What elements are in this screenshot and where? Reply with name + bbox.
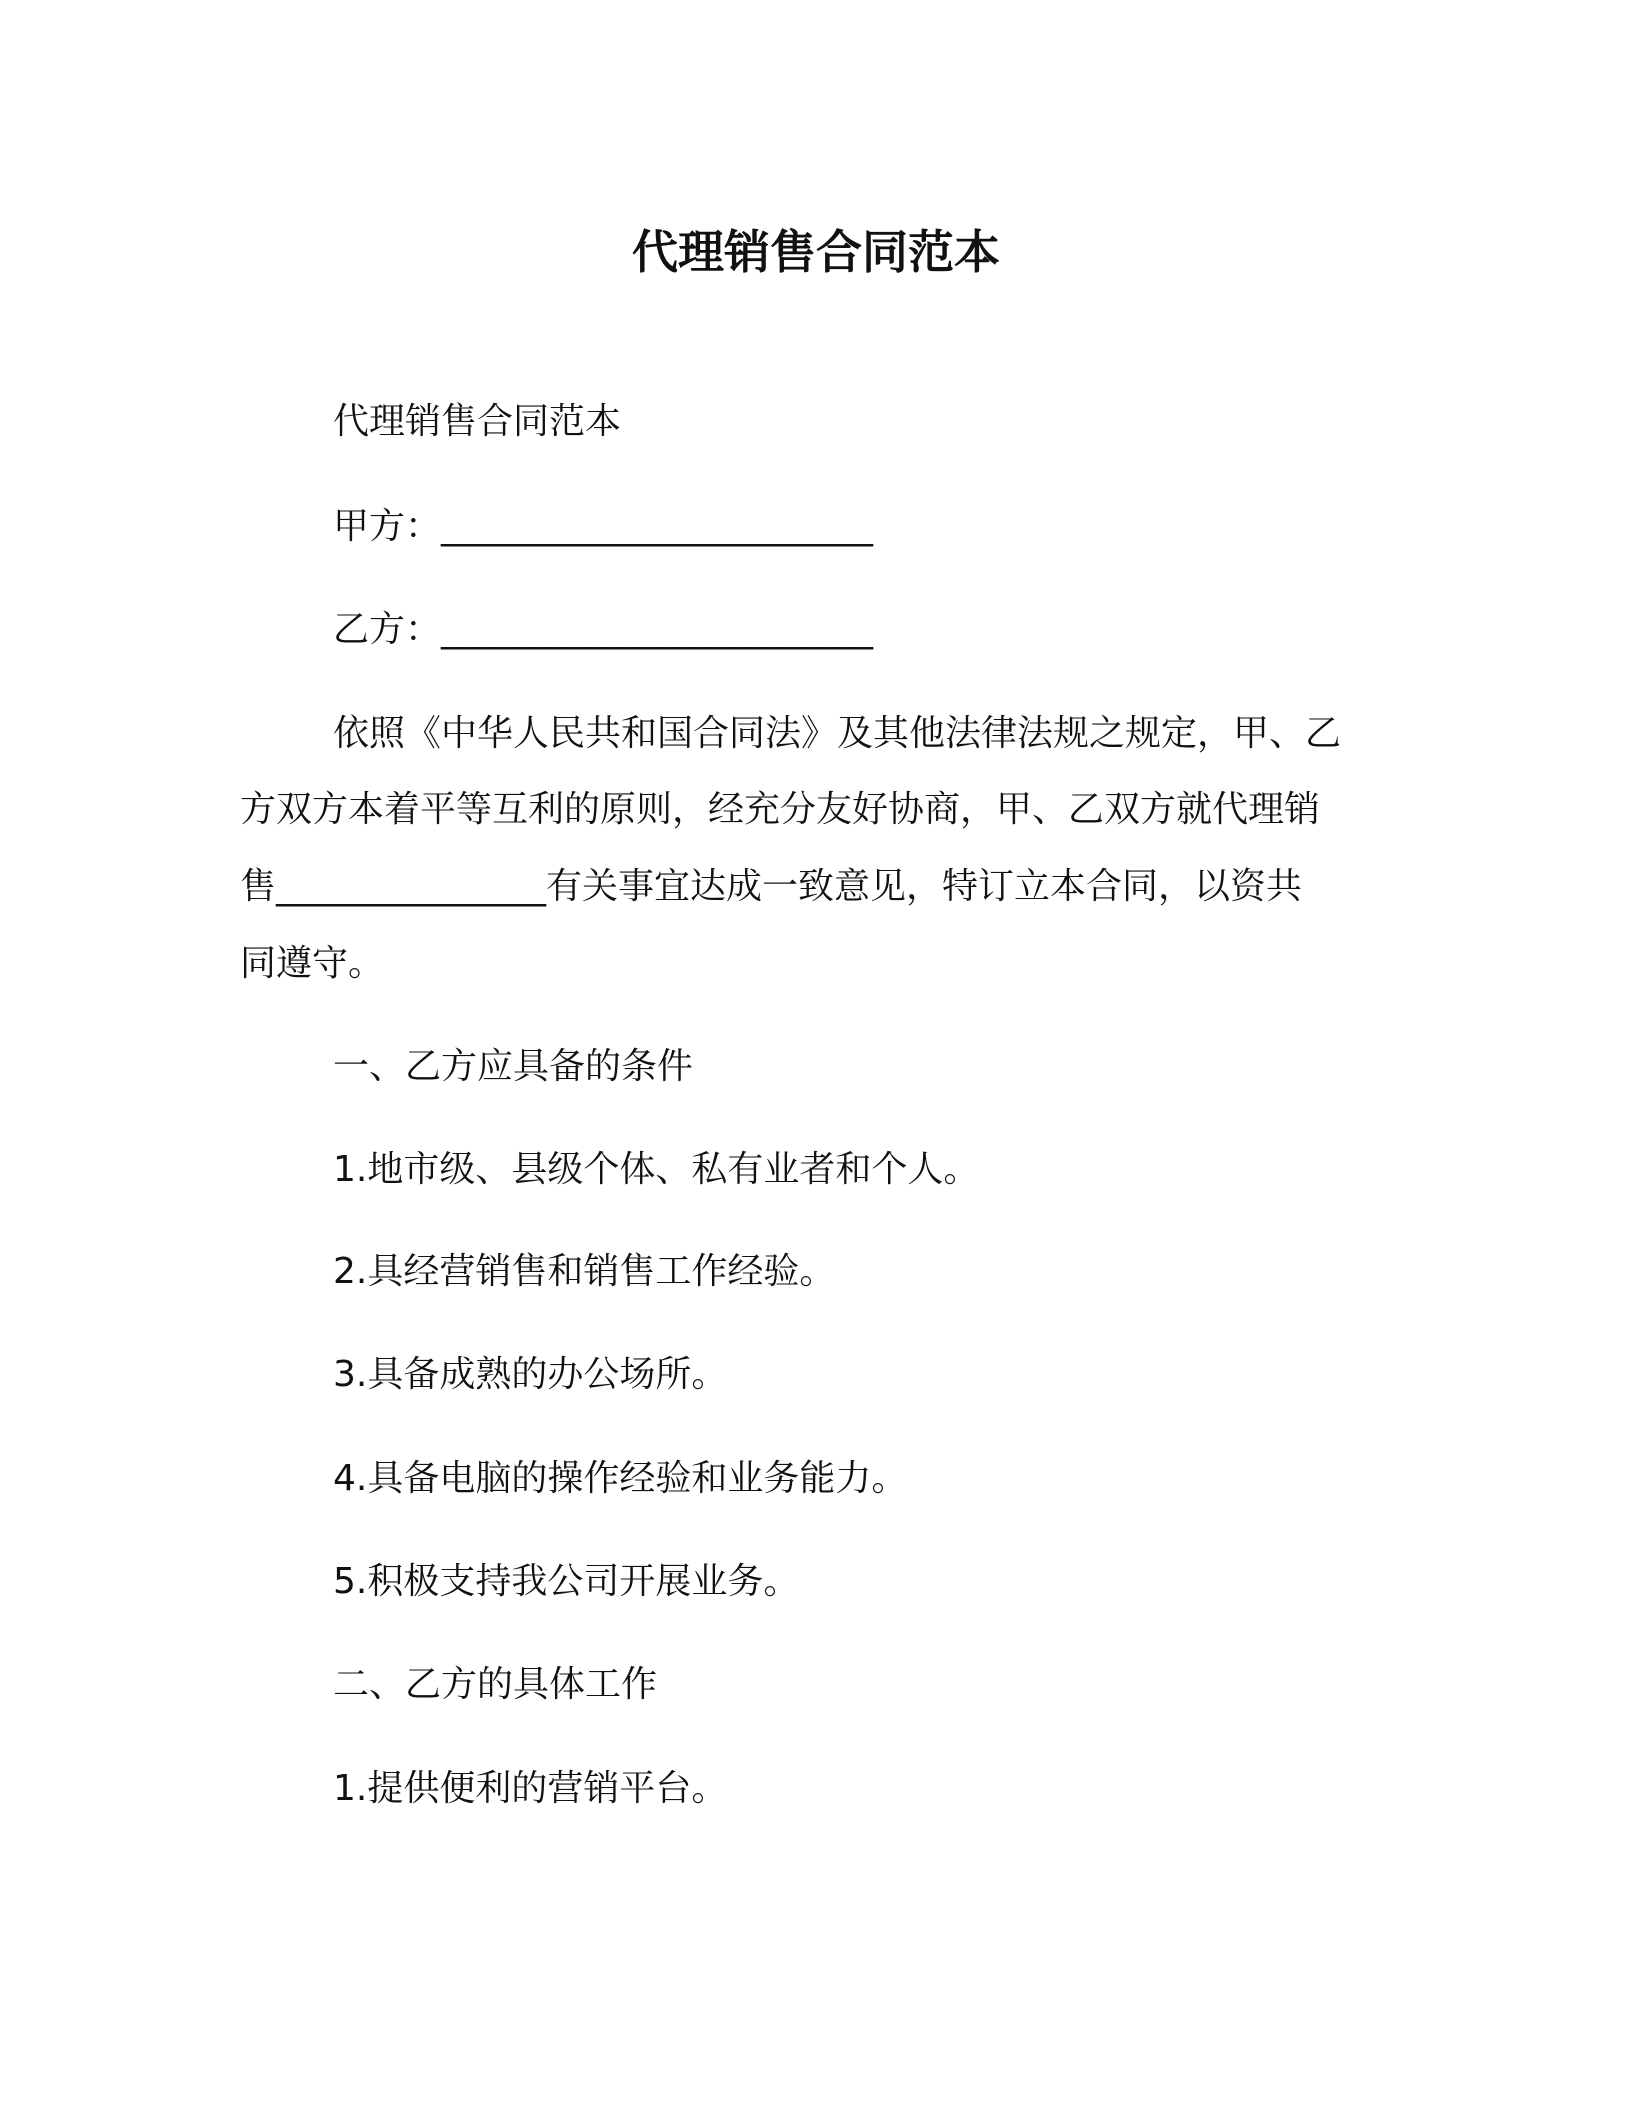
preamble-line: 同遵守。 [240,943,385,984]
party-a-line: 甲方：________________________ [333,506,874,547]
list-item: 2.具经营销售和销售工作经验。 [333,1251,836,1292]
section-heading: 二、乙方的具体工作 [333,1664,658,1705]
list-item: 3.具备成熟的办公场所。 [333,1354,728,1395]
list-item: 1.地市级、县级个体、私有业者和个人。 [333,1149,980,1190]
preamble-line: 方双方本着平等互利的原则，经充分友好协商，甲、乙双方就代理销 [240,789,1321,830]
party-b-line: 乙方：________________________ [333,609,874,650]
preamble-line: 依照《中华人民共和国合同法》及其他法律法规之规定，甲、乙 [333,713,1342,754]
list-item: 1.提供便利的营销平台。 [333,1768,728,1809]
preamble-line: 售_______________有关事宜达成一致意见，特订立本合同，以资共 [240,866,1303,907]
section-heading: 一、乙方应具备的条件 [333,1046,694,1087]
list-item: 5.积极支持我公司开展业务。 [333,1561,800,1602]
contract-subtitle: 代理销售合同范本 [333,401,622,442]
document-title: 代理销售合同范本 [632,225,1000,279]
list-item: 4.具备电脑的操作经验和业务能力。 [333,1458,908,1499]
